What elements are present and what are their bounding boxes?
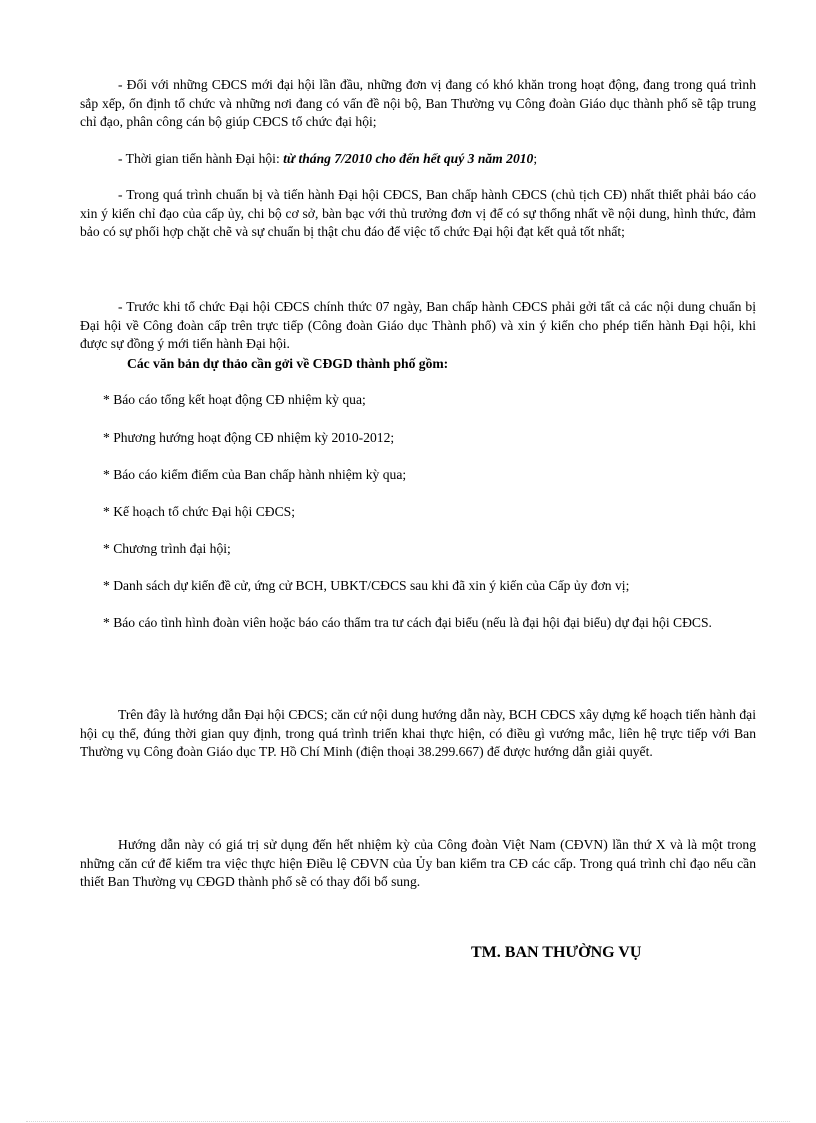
paragraph-new-cdcs-guidance: - Đối với những CĐCS mới đại hội lần đầu, những đơn vị đang có khó khăn trong hoạt động, đang trong quá trình sắp xếp, ổn định tổ chức và những nơi đang có vấn đề nội bộ, Ban Thường vụ Công đoàn Giáo dục thành phố sẽ tập trung chỉ đạo, phân công cán bộ giúp CĐCS tổ chức đại hội;	[80, 77, 756, 129]
list-item: * Kế hoạch tổ chức Đại hội CĐCS;	[103, 504, 295, 519]
list-item: * Báo cáo kiểm điểm của Ban chấp hành nhiệm kỳ qua;	[103, 467, 407, 482]
list-item: * Báo cáo tổng kết hoạt động CĐ nhiệm kỳ qua;	[103, 392, 366, 407]
paragraph-congress-timeframe	[80, 150, 756, 169]
paragraph-validity-note: Hướng dẫn này có giá trị sử dụng đến hết nhiệm kỳ của Công đoàn Việt Nam (CĐVN) lần thứ X và là một trong những căn cứ để kiểm tra việc thực hiện Điều lệ CĐVN của Ủy ban kiểm tra CĐ các cấp. Trong quá trình chỉ đạo nếu cần thiết Ban Thường vụ CĐGD thành phố sẽ có thay đổi bổ sung.	[80, 837, 756, 889]
paragraph-submission-deadline: - Trước khi tổ chức Đại hội CĐCS chính thức 07 ngày, Ban chấp hành CĐCS phải gởi tất cả các nội dung chuẩn bị Đại hội về Công đoàn cấp trên trực tiếp (Công đoàn Giáo dục Thành phố) và xin ý kiến cho phép tiến hành Đại hội, khi được sự đồng ý mới tiến hành Đại hội.	[80, 299, 756, 351]
page-bottom-divider	[26, 1121, 790, 1122]
timeframe-value: từ tháng 7/2010 cho đến hết quý 3 năm 2010	[283, 151, 534, 166]
list-item: * Chương trình đại hội;	[103, 541, 231, 556]
timeframe-label: - Thời gian tiến hành Đại hội:	[118, 151, 284, 166]
list-item: * Danh sách dự kiến đề cử, ứng cử BCH, UBKT/CĐCS sau khi đã xin ý kiến của Cấp ủy đơn vị;	[103, 578, 630, 593]
paragraph-preparation-process: - Trong quá trình chuẩn bị và tiến hành Đại hội CĐCS, Ban chấp hành CĐCS (chủ tịch CĐ) nhất thiết phải báo cáo xin ý kiến chỉ đạo của cấp ủy, chi bộ cơ sở, bàn bạc với thủ trưởng đơn vị để có sự thống nhất về nội dung, hình thức, đảm bảo có sự phối hợp chặt chẽ và sự chuẩn bị thật chu đáo để việc tổ chức Đại hội đạt kết quả tốt nhất;	[80, 187, 756, 239]
list-item: * Báo cáo tình hình đoàn viên hoặc báo cáo thẩm tra tư cách đại biểu (nếu là đại hội đại biểu) dự đại hội CĐCS.	[103, 615, 712, 630]
paragraph-closing-guidance: Trên đây là hướng dẫn Đại hội CĐCS; căn cứ nội dung hướng dẫn này, BCH CĐCS xây dựng kế hoạch tiến hành đại hội cụ thể, đúng thời gian quy định, trong quá trình triển khai thực hiện, có điều gì vướng mắc, liên hệ trực tiếp với Ban Thường vụ Công đoàn Giáo dục TP. Hồ Chí Minh (điện thoại 38.299.667) để được hướng dẫn giải quyết.	[80, 707, 756, 759]
timeframe-suffix: ;	[533, 151, 538, 166]
documents-heading: Các văn bản dự thảo cần gởi về CĐGD thành phố gồm:	[127, 356, 449, 371]
document-page	[80, 0, 756, 1123]
list-item: * Phương hướng hoạt động CĐ nhiệm kỳ 2010-2012;	[103, 430, 395, 445]
signature-title: TM. BAN THƯỜNG VỤ	[471, 944, 642, 961]
